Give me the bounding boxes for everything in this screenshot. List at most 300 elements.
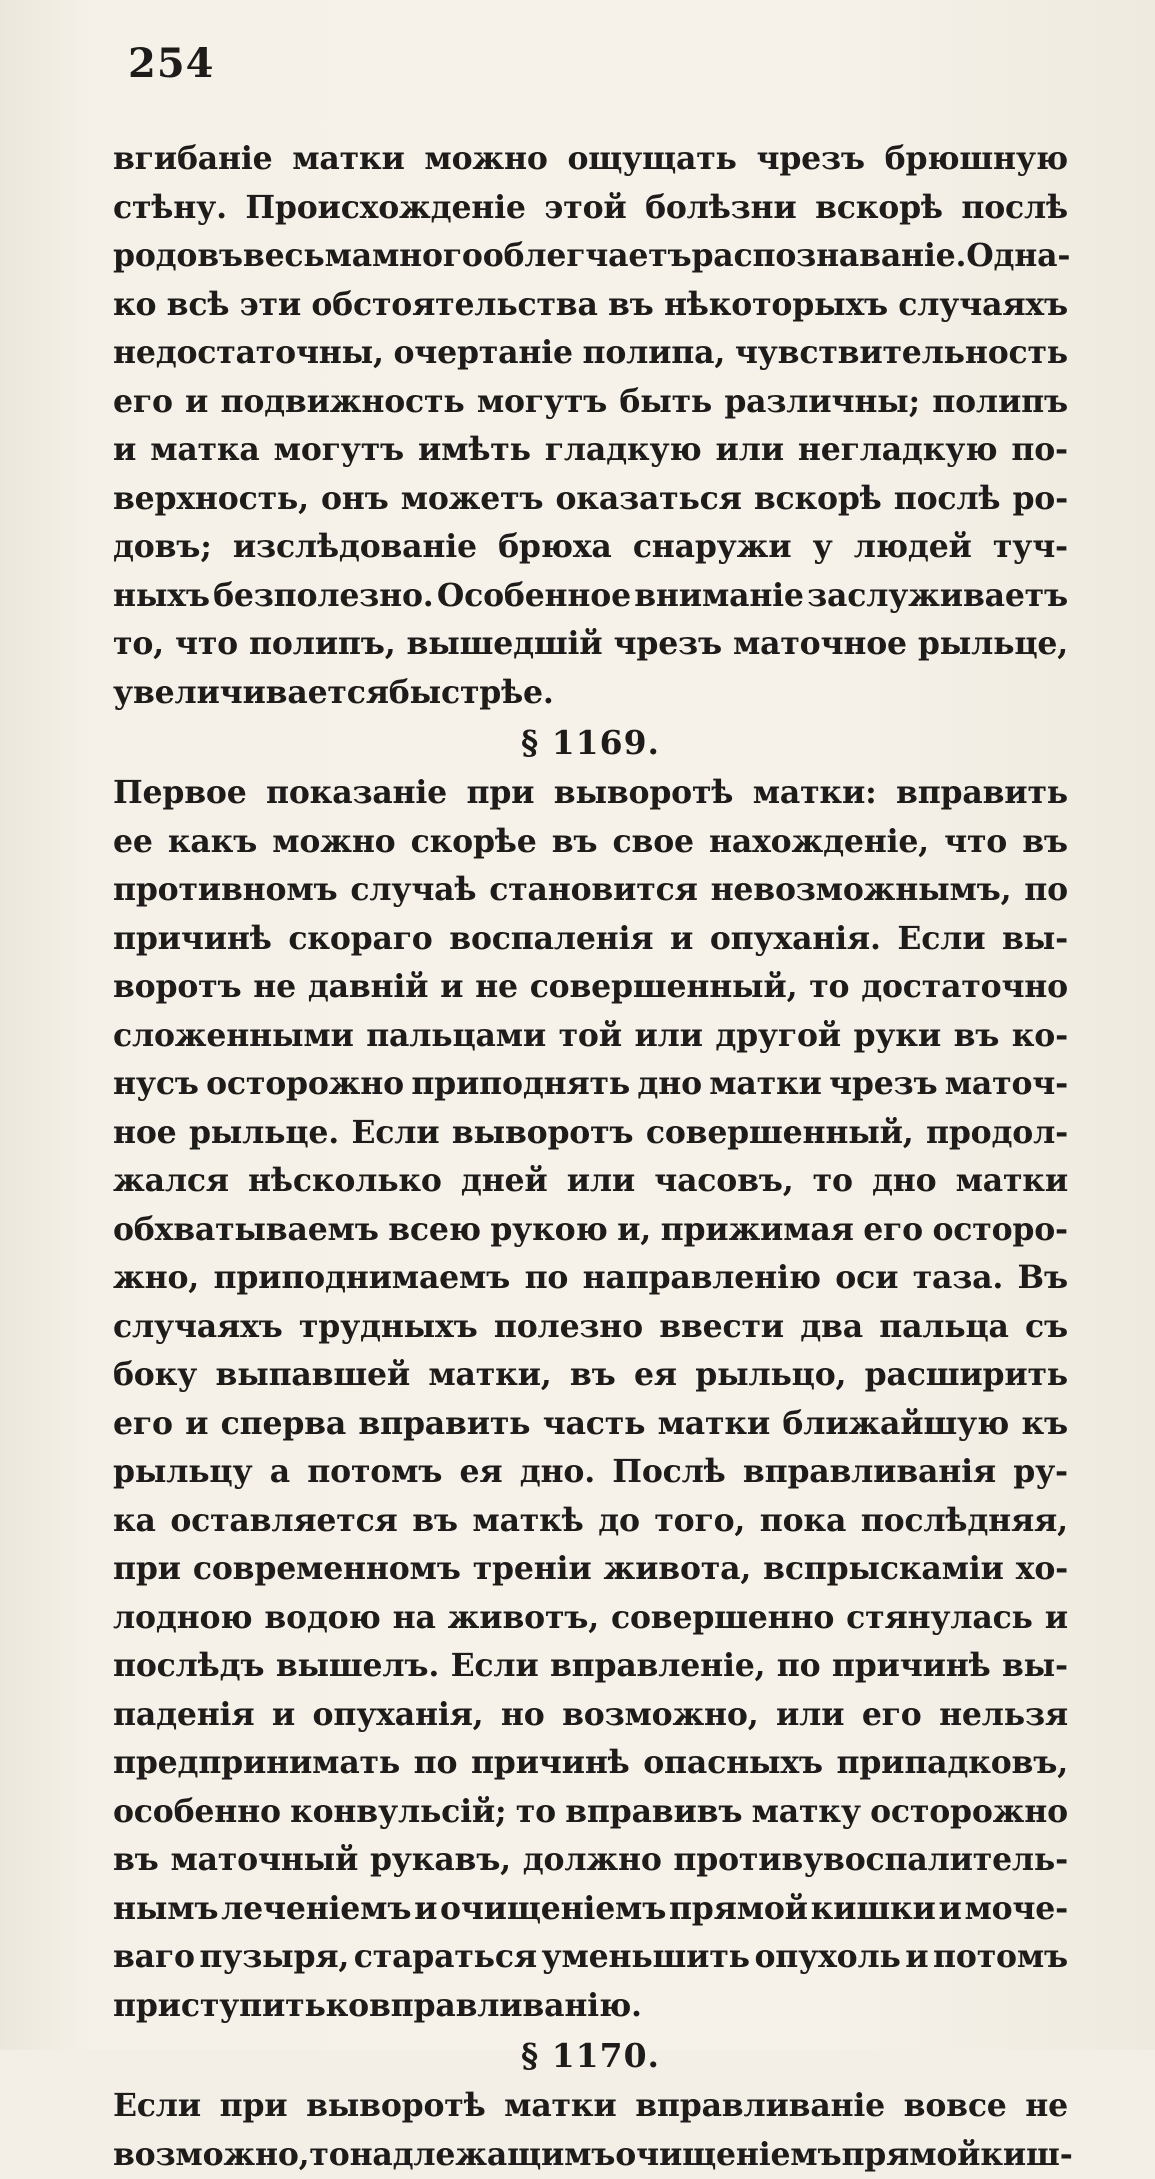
word: живота, <box>604 1545 752 1594</box>
word: очищеніемъ <box>615 2131 841 2179</box>
word: по- <box>1011 426 1068 475</box>
word: послѣ <box>894 475 1001 524</box>
word: маткѣ <box>472 1497 583 1546</box>
text-line <box>113 1060 1068 1109</box>
word: обстоятельства <box>311 281 597 330</box>
word: современномъ <box>193 1545 461 1594</box>
word: воротъ <box>113 963 241 1012</box>
text-line <box>113 1788 1068 1837</box>
word: дно <box>637 1060 701 1109</box>
word: оставляется <box>170 1497 397 1546</box>
word: снаружи <box>633 523 792 572</box>
word: приподнять <box>411 1060 630 1109</box>
word: нымъ <box>113 1885 218 1934</box>
word: вышедшій <box>407 620 603 669</box>
word: дно. <box>520 1448 595 1497</box>
word: вправливанію. <box>369 1982 642 2031</box>
word: сложенными <box>113 1012 354 1061</box>
word: родовъ <box>113 232 243 281</box>
text-line <box>113 184 1068 233</box>
word: рыльце, <box>918 620 1068 669</box>
word: давній <box>308 963 428 1012</box>
word: и <box>185 1400 208 1449</box>
word: совершенный, <box>530 963 798 1012</box>
word: оказаться <box>556 475 742 524</box>
word: ко <box>113 281 156 330</box>
text-line <box>113 2131 1068 2179</box>
word: леченіемъ <box>221 1885 411 1934</box>
word: ее <box>113 818 153 867</box>
word: увеличивается <box>113 669 389 718</box>
word: по <box>777 1642 821 1691</box>
word: ощущать <box>567 135 736 184</box>
word: матку <box>752 1788 861 1837</box>
word: прямой <box>669 1885 808 1934</box>
word: по <box>414 1739 458 1788</box>
word: свое <box>613 818 694 867</box>
word: эти <box>240 281 301 330</box>
word: ное <box>113 1109 177 1158</box>
word: по <box>525 1254 569 1303</box>
word: всею <box>388 1206 481 1255</box>
word: чрезъ <box>757 135 865 184</box>
text-line <box>113 1933 1068 1982</box>
word: можно <box>424 135 547 184</box>
word: совершенно <box>611 1594 834 1643</box>
word: и <box>670 915 693 964</box>
word: и <box>905 1933 928 1982</box>
text-line <box>113 1351 1068 1400</box>
word: то, <box>113 620 164 669</box>
word: его <box>113 378 173 427</box>
word: вгибаніе <box>113 135 272 184</box>
word: скорѣе <box>411 818 537 867</box>
word: или <box>567 1157 635 1206</box>
word: показаніе <box>266 769 447 818</box>
word: уменьшить <box>542 1933 750 1982</box>
word: изслѣдованіе <box>233 523 477 572</box>
word: ея <box>460 1448 503 1497</box>
word: чрезъ <box>614 620 722 669</box>
text-line <box>113 1497 1068 1546</box>
word: потомъ <box>933 1933 1068 1982</box>
word: боку <box>113 1351 197 1400</box>
word: причинѣ <box>832 1642 991 1691</box>
word: нѣкоторыхъ <box>664 281 888 330</box>
word: выворотъ <box>452 1109 633 1158</box>
word: нельзя <box>939 1691 1068 1740</box>
word: послѣдняя, <box>861 1497 1068 1546</box>
word: маточное <box>733 620 907 669</box>
paragraph-2 <box>113 769 1068 2030</box>
word: достаточно <box>861 963 1068 1012</box>
word: жался <box>113 1157 229 1206</box>
word: вы- <box>1002 915 1068 964</box>
word: то <box>813 1157 853 1206</box>
word: ру- <box>1013 1448 1068 1497</box>
word: вскорѣ <box>815 184 943 233</box>
word: можно <box>272 818 395 867</box>
text-line <box>113 1739 1068 1788</box>
word: послѣ <box>961 184 1068 233</box>
word: вправливаніе <box>635 2082 885 2131</box>
word: то <box>309 2131 349 2179</box>
word: противувоспалитель- <box>673 1836 1068 1885</box>
word: что <box>944 818 1007 867</box>
word: пузыря, <box>199 1933 349 1982</box>
word: вниманіе <box>634 572 804 621</box>
word: и <box>1045 1594 1068 1643</box>
word: заслуживаетъ <box>807 572 1068 621</box>
text-line <box>113 1303 1068 1352</box>
word: обхватываемъ <box>113 1206 379 1255</box>
text-line <box>113 2082 1068 2131</box>
word: Происхожденіе <box>245 184 525 233</box>
paragraph-3 <box>113 2082 1068 2179</box>
text-line <box>113 866 1068 915</box>
word: опасныхъ <box>643 1739 823 1788</box>
word: паденія <box>113 1691 254 1740</box>
word: но <box>501 1691 545 1740</box>
section-heading-1170: § 1170. <box>113 2030 1068 2082</box>
word: гладкую <box>545 426 702 475</box>
word: случаяхъ <box>898 281 1068 330</box>
word: дно <box>872 1157 936 1206</box>
text-line <box>113 523 1068 572</box>
word: случаяхъ <box>113 1303 283 1352</box>
word: къ <box>1021 1400 1068 1449</box>
word: вправливанія <box>743 1448 996 1497</box>
word: жно, <box>113 1254 199 1303</box>
word: верхность, <box>113 475 309 524</box>
word: въ <box>570 1351 616 1400</box>
word: на <box>393 1594 436 1643</box>
word: имѣть <box>418 426 531 475</box>
word: опуханія, <box>313 1691 484 1740</box>
word: и <box>113 426 136 475</box>
word: приподнимаемъ <box>213 1254 510 1303</box>
word: Если <box>451 1642 539 1691</box>
word: въ <box>113 1836 159 1885</box>
text-line <box>113 669 1068 718</box>
word: случаѣ <box>350 866 476 915</box>
word: не <box>253 963 296 1012</box>
word: ко- <box>1012 1012 1068 1061</box>
word: пальцами <box>366 1012 546 1061</box>
word: при <box>113 1545 181 1594</box>
text-line <box>113 620 1068 669</box>
word: надлежащимъ <box>350 2131 616 2179</box>
word: должно <box>523 1836 662 1885</box>
text-line <box>113 232 1068 281</box>
word: не <box>475 963 518 1012</box>
word: пока <box>760 1497 846 1546</box>
word: прямой <box>841 2131 980 2179</box>
page-text <box>113 135 1068 2179</box>
word: рукавъ, <box>370 1836 511 1885</box>
word: много <box>372 232 483 281</box>
word: причинѣ <box>113 915 272 964</box>
text-line <box>113 963 1068 1012</box>
word: ея <box>634 1351 677 1400</box>
word: опуханія. <box>710 915 881 964</box>
word: безполезно. <box>213 572 433 621</box>
word: негладкую <box>798 426 997 475</box>
word: при <box>466 769 534 818</box>
word: треніи <box>473 1545 592 1594</box>
section-heading-1169: § 1169. <box>113 717 1068 769</box>
word: этой <box>544 184 626 233</box>
text-line <box>113 329 1068 378</box>
word: весьма <box>243 232 372 281</box>
word: другой <box>715 1012 841 1061</box>
word: и <box>938 1885 961 1934</box>
word: животъ, <box>448 1594 599 1643</box>
word: вспрыскаміи <box>763 1545 1004 1594</box>
word: ко <box>326 1982 369 2031</box>
word: въ <box>608 281 654 330</box>
word: то <box>516 1788 556 1837</box>
word: выворотѣ <box>554 769 733 818</box>
text-line <box>113 1885 1068 1934</box>
text-line <box>113 135 1068 184</box>
text-line <box>113 915 1068 964</box>
word: Первое <box>113 769 247 818</box>
word: можетъ <box>401 475 544 524</box>
text-line <box>113 281 1068 330</box>
word: водою <box>264 1594 380 1643</box>
word: трудныхъ <box>299 1303 478 1352</box>
word: невозможнымъ, <box>711 866 1012 915</box>
word: матки <box>504 2082 616 2131</box>
word: стараться <box>354 1933 537 1982</box>
word: его <box>862 1691 922 1740</box>
text-line <box>113 1836 1068 1885</box>
word: припадковъ, <box>836 1739 1067 1788</box>
word: у <box>813 523 833 572</box>
word: полипъ <box>932 378 1068 427</box>
word: нѣсколько <box>248 1157 442 1206</box>
word: матки, <box>428 1351 551 1400</box>
word: вправленіе, <box>550 1642 765 1691</box>
word: направленію <box>583 1254 821 1303</box>
word: быть <box>619 378 712 427</box>
word: ро- <box>1012 475 1068 524</box>
word: матки: <box>753 769 877 818</box>
word: два <box>800 1303 863 1352</box>
word: туч- <box>993 523 1068 572</box>
word: матки <box>658 1400 770 1449</box>
word: его <box>863 1206 923 1255</box>
word: потомъ <box>307 1448 442 1497</box>
word: расширить <box>865 1351 1068 1400</box>
word: часть <box>543 1400 646 1449</box>
text-line <box>113 426 1068 475</box>
word: ближайшую <box>782 1400 1009 1449</box>
text-line <box>113 475 1068 524</box>
word: сперва <box>221 1400 346 1449</box>
text-line <box>113 1545 1068 1594</box>
word: облегчаетъ <box>483 232 692 281</box>
word: кишки <box>811 1885 936 1934</box>
text-line <box>113 1448 1068 1497</box>
word: опухоль <box>754 1933 900 1982</box>
word: онъ <box>321 475 389 524</box>
text-line <box>113 818 1068 867</box>
word: или <box>716 426 784 475</box>
word: рукою <box>490 1206 607 1255</box>
text-line <box>113 1157 1068 1206</box>
word: той <box>559 1012 622 1061</box>
word: противномъ <box>113 866 337 915</box>
word: матки <box>292 135 404 184</box>
word: особенно <box>113 1788 281 1837</box>
word: ввести <box>659 1303 784 1352</box>
text-line <box>113 378 1068 427</box>
word: вышелъ. <box>276 1642 439 1691</box>
word: скораго <box>288 915 432 964</box>
paragraph-1 <box>113 135 1068 717</box>
word: того, <box>654 1497 745 1546</box>
word: быстрѣе. <box>389 669 554 718</box>
word: полипа, <box>582 329 725 378</box>
word: матки <box>709 1060 821 1109</box>
word: возможно, <box>113 2131 309 2179</box>
word: выворотѣ <box>306 2082 485 2131</box>
word: то <box>809 963 849 1012</box>
word: предпринимать <box>113 1739 400 1788</box>
word: полезно <box>494 1303 643 1352</box>
word: недостаточны, <box>113 329 384 378</box>
word: въ <box>954 1012 1000 1061</box>
word: Одна- <box>966 232 1070 281</box>
word: довъ; <box>113 523 212 572</box>
word: продол- <box>926 1109 1068 1158</box>
word: очертаніе <box>393 329 572 378</box>
text-line <box>113 1642 1068 1691</box>
word: прижимая <box>661 1206 854 1255</box>
word: въ <box>412 1497 458 1546</box>
page-number: 254 <box>128 40 215 87</box>
word: вовсе <box>904 2082 1007 2131</box>
word: конвульсій; <box>290 1788 506 1837</box>
word: или <box>776 1691 844 1740</box>
word: въ <box>552 818 598 867</box>
word: очищеніемъ <box>440 1885 666 1934</box>
word: рыльцо, <box>695 1351 846 1400</box>
word: при <box>220 2082 288 2131</box>
word: до <box>598 1497 640 1546</box>
word: брюшную <box>885 135 1068 184</box>
word: маточный <box>170 1836 358 1885</box>
word: таза. <box>913 1254 1003 1303</box>
word: какъ <box>168 818 257 867</box>
text-line <box>113 1982 1068 2031</box>
word: брюха <box>498 523 612 572</box>
word: рыльце. <box>189 1109 339 1158</box>
word: маточ- <box>945 1060 1068 1109</box>
word: болѣзни <box>645 184 797 233</box>
word: воспаленія <box>449 915 653 964</box>
word: осторожно <box>206 1060 404 1109</box>
word: хо- <box>1016 1545 1068 1594</box>
word: Если <box>113 2082 201 2131</box>
word: причинѣ <box>471 1739 630 1788</box>
word: вскорѣ <box>754 475 882 524</box>
word: матки <box>956 1157 1068 1206</box>
word: полипъ, <box>249 620 395 669</box>
word: моче- <box>964 1885 1068 1934</box>
word: или <box>634 1012 702 1061</box>
word: осторо- <box>932 1206 1067 1255</box>
word: стянулась <box>846 1594 1033 1643</box>
text-line <box>113 769 1068 818</box>
word: а <box>270 1448 290 1497</box>
word: съ <box>1025 1303 1068 1352</box>
word: распознаваніе. <box>691 232 966 281</box>
word: руки <box>854 1012 942 1061</box>
word: людей <box>854 523 972 572</box>
text-line <box>113 1254 1068 1303</box>
word: стѣну. <box>113 184 227 233</box>
word: вправивъ <box>565 1788 742 1837</box>
word: ваго <box>113 1933 195 1982</box>
word: и <box>185 378 208 427</box>
word: часовъ, <box>654 1157 793 1206</box>
word: его <box>113 1400 173 1449</box>
word: Если <box>352 1109 440 1158</box>
text-line <box>113 1691 1068 1740</box>
word: послѣдъ <box>113 1642 264 1691</box>
word: и, <box>617 1206 651 1255</box>
word: ныхъ <box>113 572 210 621</box>
word: чрезъ <box>829 1060 937 1109</box>
word: не <box>1025 2082 1068 2131</box>
word: въ <box>1022 818 1068 867</box>
word: и <box>440 963 463 1012</box>
word: Если <box>897 915 985 964</box>
word: и <box>272 1691 295 1740</box>
word: и <box>414 1885 437 1934</box>
word: дней <box>461 1157 548 1206</box>
word: возможно, <box>562 1691 758 1740</box>
word: Въ <box>1018 1254 1068 1303</box>
word: чувствительность <box>735 329 1068 378</box>
word: приступить <box>113 1982 326 2031</box>
word: вы- <box>1002 1642 1068 1691</box>
word: осторожно <box>870 1788 1068 1837</box>
word: Особенное <box>437 572 631 621</box>
text-line <box>113 1594 1068 1643</box>
word: матка <box>150 426 259 475</box>
word: вправить <box>896 769 1068 818</box>
word: по <box>1024 866 1068 915</box>
word: оси <box>835 1254 898 1303</box>
word: становится <box>489 866 697 915</box>
word: совершенный, <box>646 1109 914 1158</box>
text-line <box>113 1400 1068 1449</box>
word: рыльцу <box>113 1448 252 1497</box>
word: пальца <box>879 1303 1009 1352</box>
text-line <box>113 1206 1068 1255</box>
word: нусъ <box>113 1060 199 1109</box>
word: всѣ <box>167 281 230 330</box>
word: различны; <box>724 378 920 427</box>
word: Послѣ <box>612 1448 725 1497</box>
text-line <box>113 572 1068 621</box>
word: ка <box>113 1497 156 1546</box>
word: выпавшей <box>216 1351 410 1400</box>
